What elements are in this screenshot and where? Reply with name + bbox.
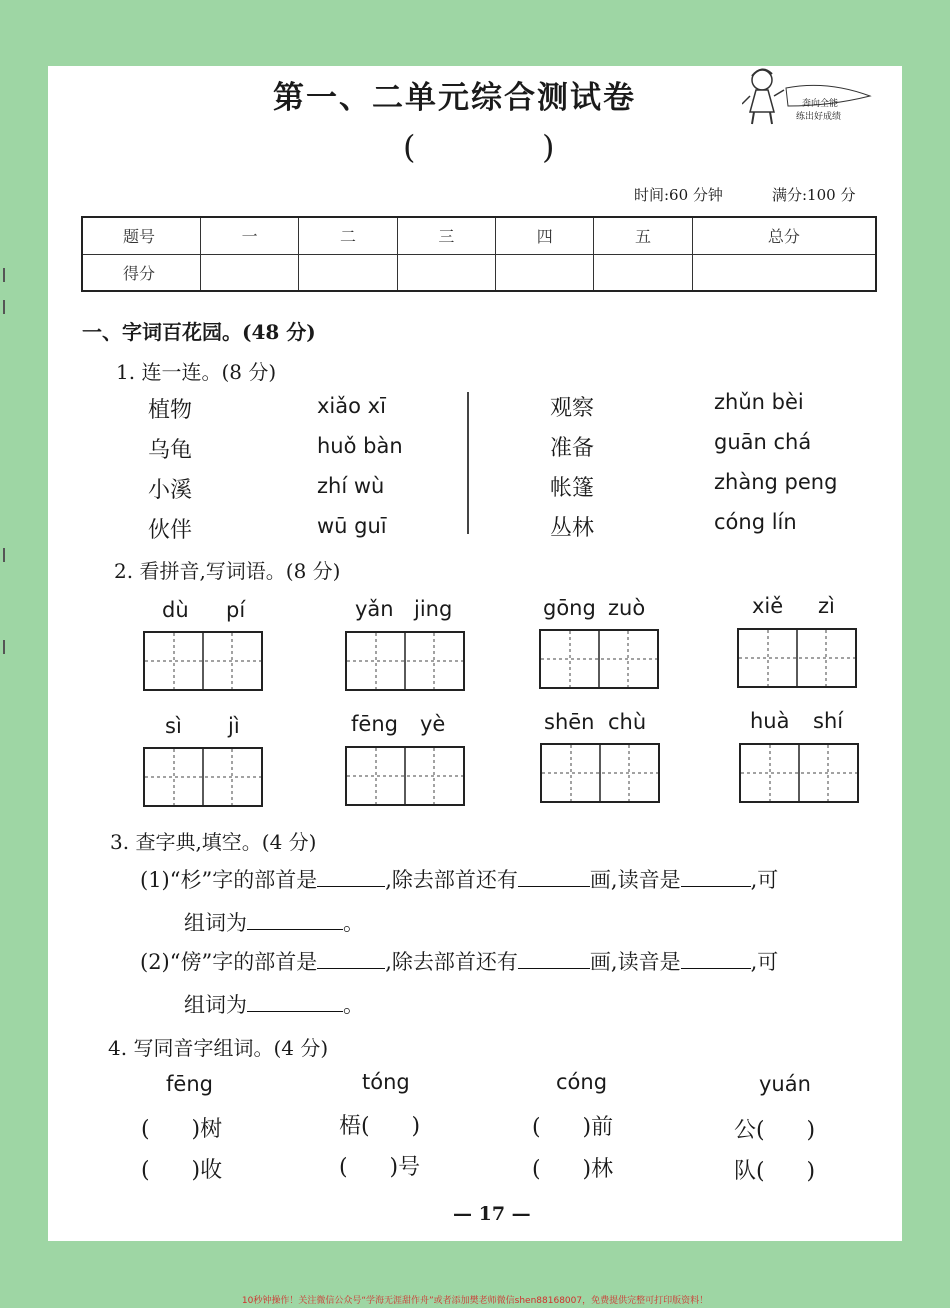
score-cell[interactable] [397, 254, 495, 291]
q3-blank-pronunciation[interactable] [681, 866, 751, 887]
q3-heading: 3. 查字典,填空。(4 分) [110, 830, 317, 854]
q1-right-pinyin: guān chá [714, 430, 812, 454]
score-table-col-total: 总分 [692, 217, 876, 254]
q4-pinyin: cóng [556, 1070, 608, 1094]
q1-left-word: 植物 [148, 398, 193, 423]
q2-writing-grid[interactable] [345, 746, 465, 806]
q3-item-1-line-2 [184, 907, 364, 937]
subtitle-paren-left: ( [403, 128, 416, 166]
q3-item-1-text-d: ,可 [750, 868, 779, 892]
score-cell[interactable] [496, 254, 594, 291]
q2-pinyin: chù [608, 710, 647, 734]
q2-pinyin: dù [162, 598, 189, 622]
q2-writing-grid[interactable] [737, 628, 857, 688]
score-table-label-score: 得分 [82, 254, 201, 291]
mascot-logo [742, 66, 872, 128]
q2-pinyin: zuò [608, 596, 646, 620]
q1-right-word: 帐篷 [550, 476, 595, 501]
score-table-col-4: 四 [496, 217, 594, 254]
subtitle-paren-right: ) [542, 128, 555, 166]
q1-right-word: 丛林 [550, 516, 595, 541]
q2-writing-grid[interactable] [143, 631, 263, 691]
q3-blank-radical[interactable] [317, 948, 385, 969]
q3-item-1-text-c: 画,读音是 [589, 868, 681, 892]
q2-pinyin: jì [228, 714, 240, 738]
q2-writing-grid[interactable] [345, 631, 465, 691]
q2-writing-grid[interactable] [739, 743, 859, 803]
q3-item-2-text-f: 。 [343, 993, 364, 1017]
q4-fill-item[interactable]: ( )收 [141, 1158, 223, 1183]
mascot-text-2: 练出好成绩 [796, 112, 842, 122]
q3-blank-strokes[interactable] [518, 948, 590, 969]
mascot-text-1: 奔向全能 [802, 99, 839, 109]
full-score: 满分:100 分 [772, 186, 856, 204]
q3-item-1-text-a: (1)“杉”字的部首是 [140, 868, 318, 892]
q1-heading: 1. 连一连。(8 分) [116, 360, 277, 384]
q1-right-pinyin: zhǔn bèi [714, 390, 804, 414]
q3-item-2-text-a: (2)“傍”字的部首是 [140, 950, 318, 974]
q2-writing-grid[interactable] [539, 629, 659, 689]
q3-item-2-line-2 [184, 989, 364, 1019]
q3-blank-word[interactable] [247, 991, 343, 1012]
q2-pinyin: gōng [543, 596, 596, 620]
q4-fill-item[interactable]: 梧( ) [339, 1114, 421, 1139]
q3-item-1 [140, 864, 778, 894]
score-table-col-2: 二 [299, 217, 397, 254]
score-table-col-5: 五 [594, 217, 692, 254]
q1-right-pinyin: zhàng peng [714, 470, 838, 494]
score-cell[interactable] [692, 254, 876, 291]
q4-fill-item[interactable]: ( )前 [532, 1115, 614, 1140]
exam-paper [48, 66, 902, 1241]
q3-item-1-text-b: ,除去部首还有 [385, 868, 518, 892]
q1-left-pinyin: xiǎo xī [317, 394, 386, 418]
q1-right-pinyin: cóng lín [714, 510, 797, 534]
section-1-heading: 一、字词百花园。(48 分) [82, 320, 316, 344]
q4-fill-item[interactable]: 公( ) [734, 1118, 816, 1143]
q2-pinyin: zì [818, 594, 835, 618]
score-table [81, 216, 877, 292]
q3-blank-pronunciation[interactable] [681, 948, 751, 969]
q3-item-1-text-f: 。 [343, 911, 364, 935]
q2-pinyin: xiě [752, 594, 784, 618]
score-cell[interactable] [201, 254, 299, 291]
q1-left-word: 小溪 [148, 478, 193, 503]
q3-item-2-text-e: 组词为 [184, 993, 247, 1017]
score-table-col-3: 三 [397, 217, 495, 254]
q3-blank-radical[interactable] [317, 866, 385, 887]
q3-blank-word[interactable] [247, 909, 343, 930]
q1-left-word: 伙伴 [148, 518, 193, 543]
q2-heading: 2. 看拼音,写词语。(8 分) [114, 559, 341, 583]
q2-pinyin: yè [420, 712, 446, 736]
q4-fill-item[interactable]: ( )号 [339, 1155, 421, 1180]
q3-item-2-text-d: ,可 [750, 950, 779, 974]
q3-item-1-text-e: 组词为 [184, 911, 247, 935]
q2-pinyin: pí [226, 598, 246, 622]
q2-writing-grid[interactable] [143, 747, 263, 807]
score-table-col-1: 一 [201, 217, 299, 254]
q1-left-pinyin: zhí wù [317, 474, 385, 498]
q2-pinyin: shí [813, 709, 844, 733]
footer-notice: 10秒钟操作！关注微信公众号“学海无涯甜作舟”或者添加樊老师微信shen88168007，免费提供完整可打印版资料！ [241, 1296, 709, 1306]
q3-item-2 [140, 946, 778, 976]
q2-pinyin: shēn [544, 710, 595, 734]
q4-fill-item[interactable]: ( )树 [141, 1117, 223, 1142]
score-cell[interactable] [594, 254, 692, 291]
q1-left-word: 乌龟 [148, 438, 193, 463]
q4-heading: 4. 写同音字组词。(4 分) [108, 1036, 329, 1060]
q2-writing-grid[interactable] [540, 743, 660, 803]
q2-pinyin: yǎn [355, 597, 394, 621]
q1-right-word: 准备 [550, 436, 595, 461]
q3-item-2-text-c: 画,读音是 [589, 950, 681, 974]
q4-fill-item[interactable]: ( )林 [532, 1157, 614, 1182]
q3-blank-strokes[interactable] [518, 866, 590, 887]
q2-pinyin: huà [750, 709, 790, 733]
q1-right-word: 观察 [550, 396, 595, 421]
q4-fill-item[interactable]: 队( ) [734, 1159, 816, 1184]
q1-left-pinyin: wū guī [317, 514, 387, 538]
q4-pinyin: tóng [362, 1070, 410, 1094]
score-table-row-score [82, 254, 876, 291]
q2-pinyin: sì [165, 714, 182, 738]
q4-pinyin: yuán [759, 1072, 811, 1096]
score-table-label-number: 题号 [82, 217, 201, 254]
score-table-row-header [82, 217, 876, 254]
q2-pinyin: jing [414, 597, 453, 621]
page-title: 第一、二单元综合测试卷 [273, 80, 636, 116]
q4-pinyin: fēng [166, 1072, 213, 1096]
q1-left-pinyin: huǒ bàn [317, 434, 403, 458]
score-cell[interactable] [299, 254, 397, 291]
exam-time: 时间:60 分钟 [634, 186, 723, 204]
q3-item-2-text-b: ,除去部首还有 [385, 950, 518, 974]
page-number: — 17 — [453, 1203, 531, 1225]
q2-pinyin: fēng [351, 712, 398, 736]
q1-divider [467, 392, 469, 534]
